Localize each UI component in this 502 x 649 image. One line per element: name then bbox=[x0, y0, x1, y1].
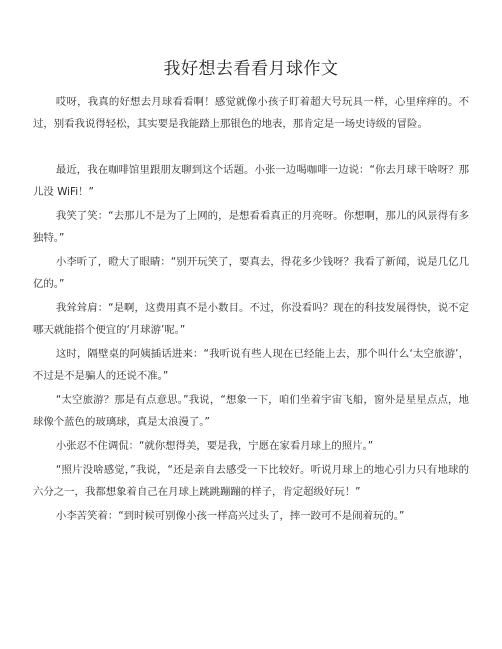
paragraph-3: 我笑了笑：“去那儿不是为了上网的，是想看看真正的月亮呀。你想啊，那儿的风景得有多独特。” bbox=[33, 210, 469, 244]
paragraph-4: 小李听了，瞪大了眼睛：“别开玩笑了，要真去，得花多少钱呀？我看了新闻，说是几亿几亿的。” bbox=[33, 256, 469, 290]
paragraph-9: “照片没啥感觉，”我说，“还是亲自去感受一下比较好。听说月球上的地心引力只有地球的六分之一，我都想象着自己在月球上跳跳蹦蹦的样子，肯定超级好玩！” bbox=[33, 464, 469, 498]
paragraph-8: 小张忍不住调侃：“就你想得美，要是我，宁愿在家看月球上的照片。” bbox=[55, 440, 374, 452]
paragraph-7: “太空旅游？那是有点意思。”我说，“想象一下，咱们坐着宇宙飞船，窗外是星星点点，地球像个蓝色的玻璃球，真是太浪漫了。” bbox=[33, 394, 469, 428]
paragraph-10: 小李苦笑着：“到时候可别像小孩一样高兴过头了，摔一跤可不是闹着玩的。” bbox=[55, 510, 405, 522]
document-title: 我好想去看看月球作文 bbox=[163, 59, 339, 79]
paragraph-5: 我耸耸肩：“是啊，这费用真不是小数目。不过，你没看吗？现在的科技发展得快，说不定哪天就能搭个便宜的‘月球游’呢。” bbox=[33, 302, 469, 336]
paragraph-1: 哎呀，我真的好想去月球看看啊！感觉就像小孩子盯着超大号玩具一样，心里痒痒的。不过，别看我说得轻松，其实要是我能踏上那银色的地表，那肯定是一场史诗级的冒险。 bbox=[33, 96, 469, 130]
paragraph-6: 这时，隔壁桌的阿姨插话进来：“我听说有些人现在已经能上去，那个叫什么‘太空旅游’，不过是不是骗人的还说不准。” bbox=[33, 348, 469, 382]
paragraph-2: 最近，我在咖啡馆里跟朋友聊到这个话题。小张一边喝咖啡一边说：“你去月球干啥呀？那儿没 WiFi！” bbox=[33, 164, 469, 198]
